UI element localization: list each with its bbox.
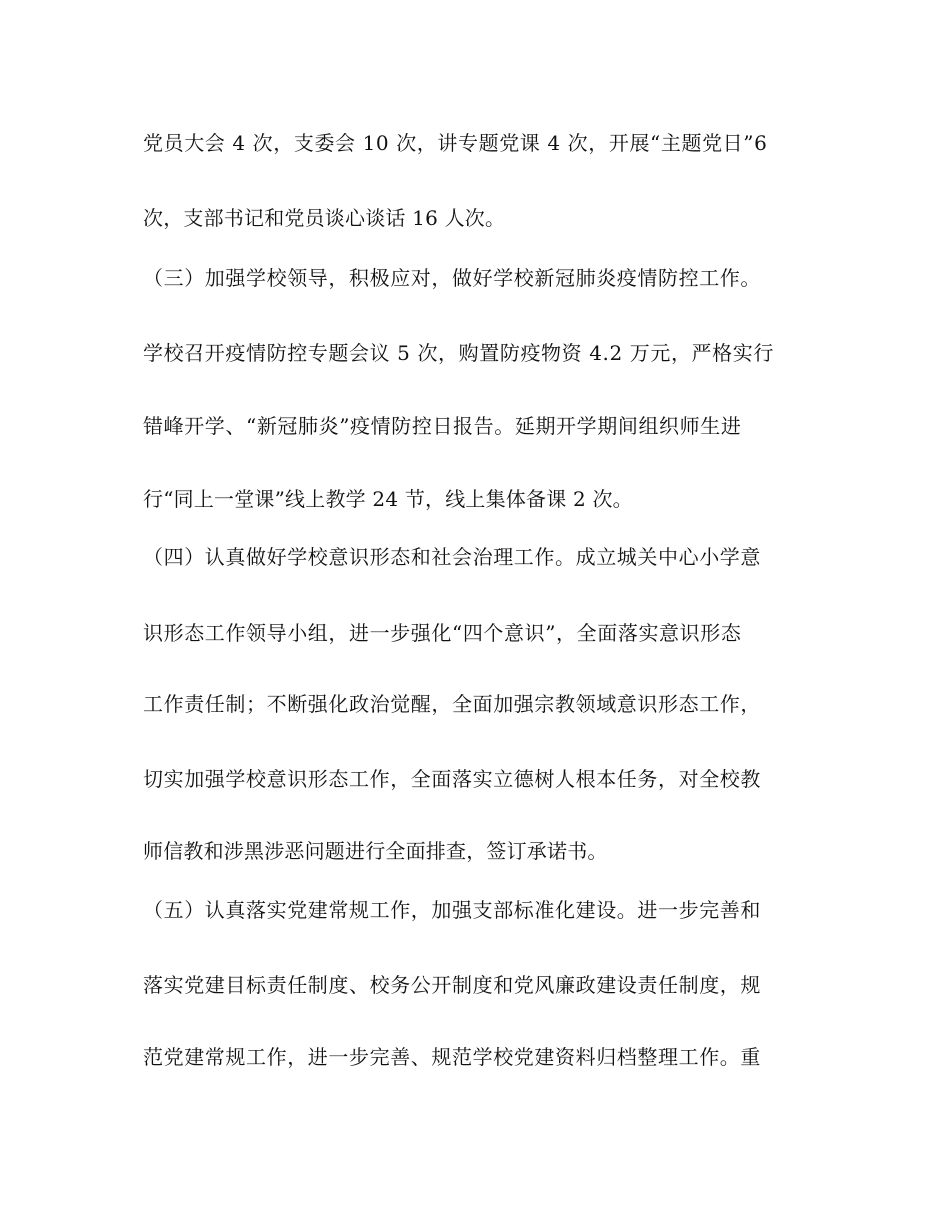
- paragraph-line: 落实党建目标责任制度、校务公开制度和党风廉政建设责任制度，规: [143, 973, 761, 997]
- paragraph-line: 学校召开疫情防控专题会议 5 次，购置防疫物资 4.2 万元，严格实行: [143, 341, 774, 365]
- paragraph-line: 师信教和涉黑涉恶问题进行全面排查，签订承诺书。: [143, 839, 608, 863]
- paragraph-line: 范党建常规工作，进一步完善、规范学校党建资料归档整理工作。重: [143, 1045, 761, 1069]
- paragraph-line: 错峰开学、“新冠肺炎”疫情防控日报告。延期开学期间组织师生进: [143, 414, 742, 438]
- section-heading-line: （五）认真落实党建常规工作，加强支部标准化建设。进一步完善和: [143, 898, 761, 922]
- paragraph-line: 切实加强学校意识形态工作，全面落实立德树人根本任务，对全校教: [143, 767, 761, 791]
- paragraph-line: 行“同上一堂课”线上教学 24 节，线上集体备课 2 次。: [143, 487, 633, 511]
- section-heading-line: （四）认真做好学校意识形态和社会治理工作。成立城关中心小学意: [143, 545, 761, 569]
- section-heading-line: （三）加强学校领导，积极应对，做好学校新冠肺炎疫情防控工作。: [143, 266, 761, 290]
- paragraph-line: 工作责任制；不断强化政治觉醒，全面加强宗教领域意识形态工作，: [143, 692, 761, 716]
- paragraph-line: 识形态工作领导小组，进一步强化“四个意识”，全面落实意识形态: [143, 621, 742, 645]
- paragraph-line: 次，支部书记和党员谈心谈话 16 人次。: [143, 206, 506, 230]
- paragraph-line: 党员大会 4 次，支委会 10 次，讲专题党课 4 次，开展“主题党日”6: [143, 131, 768, 155]
